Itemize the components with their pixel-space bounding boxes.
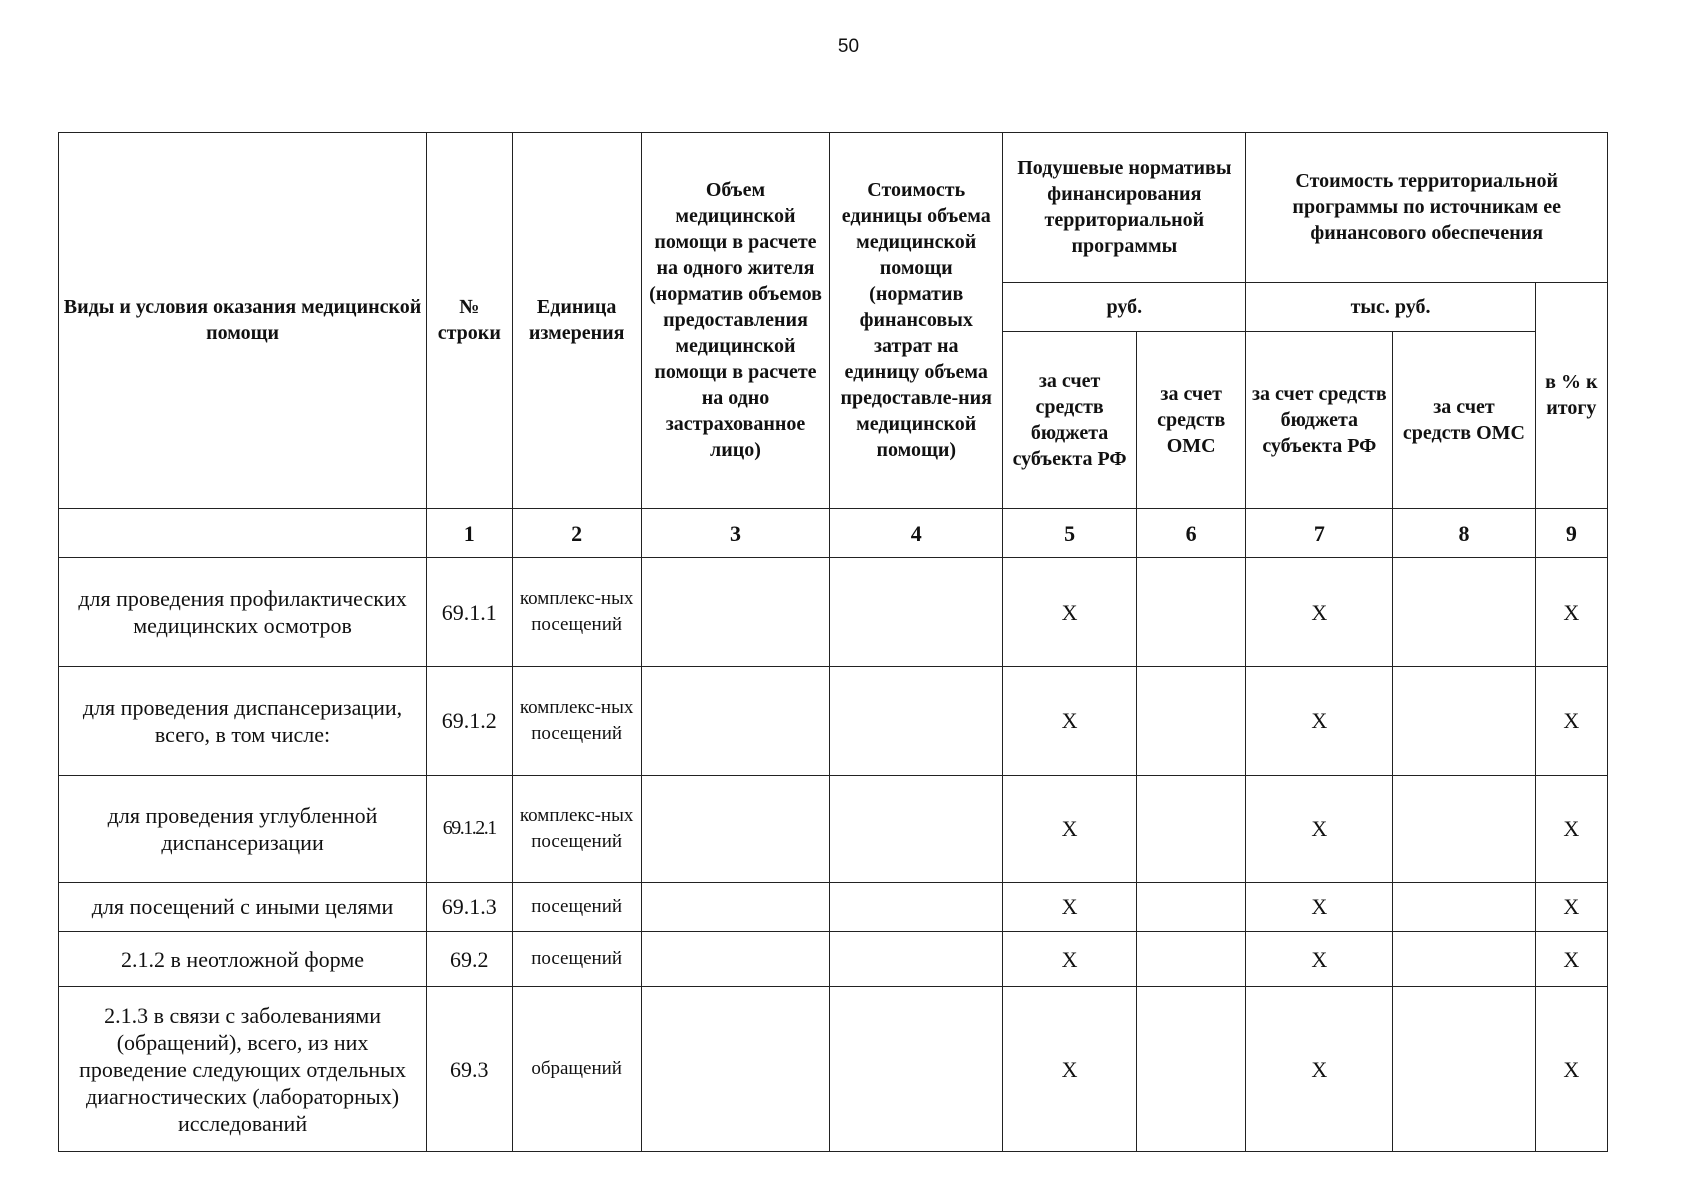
header-budget-rf-total: за счет средств бюджета субъекта РФ (1246, 331, 1393, 508)
row-percent: Х (1535, 931, 1607, 987)
row-budget-rf-total: Х (1246, 775, 1393, 882)
row-number: 69.2 (427, 931, 512, 987)
row-number: 69.1.3 (427, 882, 512, 931)
row-budget-rf-per-capita: Х (1003, 987, 1137, 1152)
row-oms-per-capita (1136, 775, 1246, 882)
row-number: 69.3 (427, 987, 512, 1152)
column-number: 6 (1136, 508, 1246, 557)
row-oms-per-capita (1136, 931, 1246, 987)
header-budget-rf-per-capita: за счет средств бюджета субъекта РФ (1003, 331, 1137, 508)
column-number: 2 (512, 508, 641, 557)
table-row (59, 558, 1608, 667)
row-unit: посещений (512, 931, 641, 987)
header-oms-total: за счет средств ОМС (1393, 331, 1535, 508)
row-percent: Х (1535, 667, 1607, 776)
column-number: 7 (1246, 508, 1393, 557)
row-budget-rf-total: Х (1246, 667, 1393, 776)
column-number: 5 (1003, 508, 1137, 557)
row-cost-unit (830, 558, 1003, 667)
header-volume: Объем медицинской помощи в расчете на одного жителя (норматив объемов предоставления медицинской помощи в расчете на одно застрахованное лицо) (641, 133, 829, 509)
row-number: 69.1.2 (427, 667, 512, 776)
row-budget-rf-total: Х (1246, 558, 1393, 667)
header-kind: Виды и условия оказания медицинской помощи (59, 133, 427, 509)
row-percent: Х (1535, 987, 1607, 1152)
header-unit: Единица измерения (512, 133, 641, 509)
row-volume (641, 882, 829, 931)
row-cost-unit (830, 775, 1003, 882)
row-oms-total (1393, 558, 1535, 667)
row-cost-unit (830, 987, 1003, 1152)
column-number: 9 (1535, 508, 1607, 557)
header-thous-rub: тыс. руб. (1246, 282, 1535, 331)
row-volume (641, 775, 829, 882)
header-row-no: № строки (427, 133, 512, 509)
column-number-blank (59, 508, 427, 557)
row-number: 69.1.1 (427, 558, 512, 667)
header-percent: в % к итогу (1535, 282, 1607, 508)
row-percent: Х (1535, 882, 1607, 931)
header-oms-per-capita: за счет средств ОМС (1136, 331, 1246, 508)
header-per-capita: Подушевые нормативы финансирования территориальной программы (1003, 133, 1246, 283)
row-budget-rf-per-capita: Х (1003, 775, 1137, 882)
row-volume (641, 931, 829, 987)
column-number: 4 (830, 508, 1003, 557)
table-row (59, 931, 1608, 987)
row-unit: посещений (512, 882, 641, 931)
row-oms-per-capita (1136, 558, 1246, 667)
row-budget-rf-total: Х (1246, 882, 1393, 931)
column-number: 3 (641, 508, 829, 557)
row-oms-total (1393, 775, 1535, 882)
row-budget-rf-per-capita: Х (1003, 931, 1137, 987)
row-volume (641, 667, 829, 776)
row-unit: комплекс-ных посещений (512, 558, 641, 667)
row-budget-rf-total: Х (1246, 931, 1393, 987)
row-unit: комплекс-ных посещений (512, 667, 641, 776)
row-kind: для посещений с иными целями (59, 882, 427, 931)
row-oms-per-capita (1136, 882, 1246, 931)
row-budget-rf-per-capita: Х (1003, 558, 1137, 667)
row-oms-per-capita (1136, 987, 1246, 1152)
row-oms-total (1393, 987, 1535, 1152)
row-kind: 2.1.3 в связи с заболеваниями (обращений), всего, из них проведение следующих отдельных диагностических (лабораторных) исследований (59, 987, 427, 1152)
header-total-cost: Стоимость территориальной программы по источникам ее финансового обеспечения (1246, 133, 1608, 283)
row-percent: Х (1535, 558, 1607, 667)
row-number: 69.1.2.1 (427, 775, 512, 882)
financing-table (58, 132, 1608, 1152)
row-kind: для проведения углубленной диспансеризации (59, 775, 427, 882)
row-percent: Х (1535, 775, 1607, 882)
row-kind: 2.1.2 в неотложной форме (59, 931, 427, 987)
row-cost-unit (830, 882, 1003, 931)
page-number: 50 (837, 36, 860, 57)
table-row (59, 987, 1608, 1152)
table-row (59, 882, 1608, 931)
row-oms-total (1393, 931, 1535, 987)
row-oms-per-capita (1136, 667, 1246, 776)
row-budget-rf-per-capita: Х (1003, 882, 1137, 931)
column-number: 8 (1393, 508, 1535, 557)
row-volume (641, 987, 829, 1152)
table-row (59, 775, 1608, 882)
row-kind: для проведения профилактических медицинских осмотров (59, 558, 427, 667)
row-budget-rf-per-capita: Х (1003, 667, 1137, 776)
table-row (59, 667, 1608, 776)
row-unit: комплекс-ных посещений (512, 775, 641, 882)
header-cost-unit: Стоимость единицы объема медицинской помощи (норматив финансовых затрат на единицу объема предоставле-ния медицинской помощи) (830, 133, 1003, 509)
row-unit: обращений (512, 987, 641, 1152)
row-budget-rf-total: Х (1246, 987, 1393, 1152)
row-volume (641, 558, 829, 667)
header-rub: руб. (1003, 282, 1246, 331)
row-oms-total (1393, 667, 1535, 776)
row-cost-unit (830, 667, 1003, 776)
column-numbers-row (59, 508, 1608, 557)
row-kind: для проведения диспансеризации, всего, в том числе: (59, 667, 427, 776)
column-number: 1 (427, 508, 512, 557)
row-oms-total (1393, 882, 1535, 931)
row-cost-unit (830, 931, 1003, 987)
